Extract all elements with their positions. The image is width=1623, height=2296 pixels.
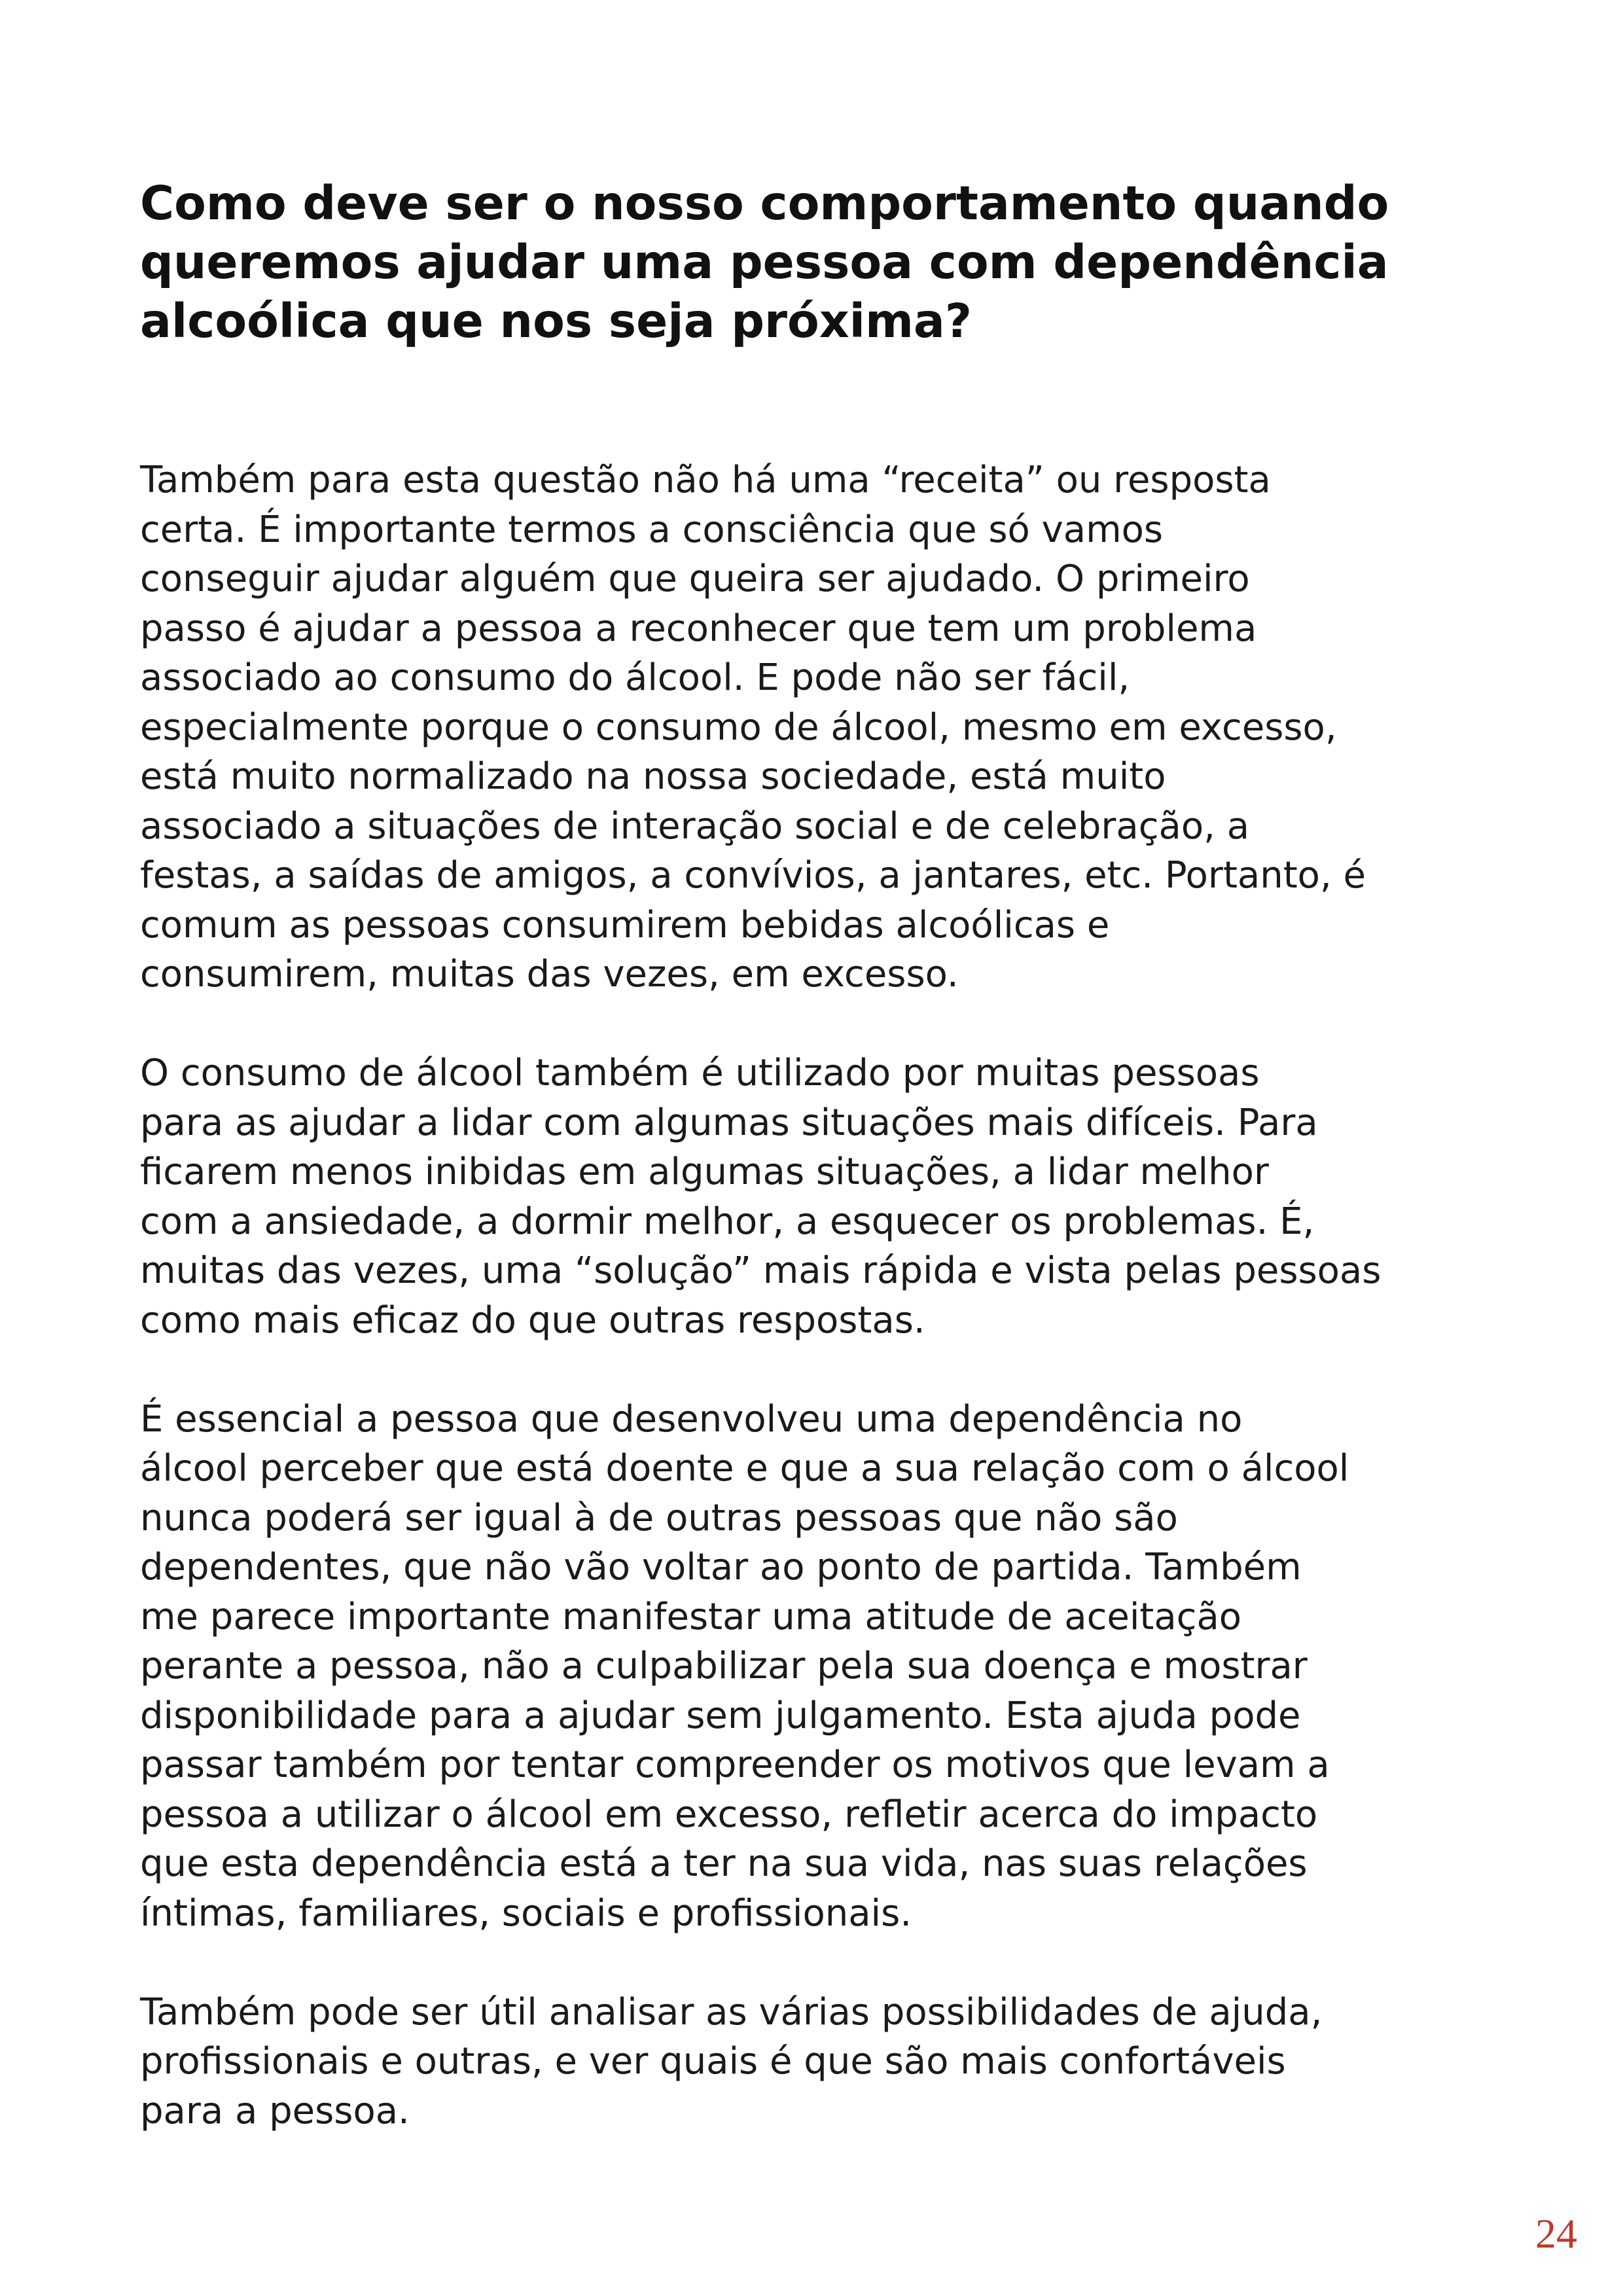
body-text: [140, 456, 1527, 2185]
section-heading: Como deve ser o nosso comportamento quando queremos ajudar uma pessoa com dependência alcoólica que nos seja próxima?: [140, 176, 1389, 348]
page-number: 24: [1535, 2210, 1577, 2257]
paragraph-2: O consumo de álcool também é utilizado por muitas pessoas para as ajudar a lidar com algumas situações mais difíceis. Para ficarem menos inibidas em algumas situações, a lidar melhor com a ansiedade, a dormir melhor, a esquecer os problemas. É, muitas das vezes, uma “solução” mais rápida e vista pelas pessoas como mais eficaz do que outras respostas.: [140, 1052, 1382, 1342]
paragraph-4: Também pode ser útil analisar as várias possibilidades de ajuda, profissionais e outras, e ver quais é que são mais confortáveis para a pessoa.: [140, 1990, 1323, 2132]
paragraph-3: É essencial a pessoa que desenvolveu uma dependência no álcool perceber que está doente e que a sua relação com o álcool nunca poderá ser igual à de outras pessoas que não são dependentes, que não vão voltar ao ponto de partida. Também me parece importante manifestar uma atitude de aceitação perante a pessoa, não a culpabilizar pela sua doença e mostrar disponibilidade para a ajudar sem julgamento. Esta ajuda pode passar também por tentar compreender os motivos que levam a pessoa a utilizar o álcool em excesso, refletir acerca do impacto que esta dependência está a ter na sua vida, nas suas relações íntimas, familiares, sociais e profissionais.: [140, 1397, 1349, 1935]
paragraph-1: Também para esta questão não há uma “receita” ou resposta certa. É importante termos a consciência que só vamos conseguir ajudar alguém que queira ser ajudado. O primeiro passo é ajudar a pessoa a reconhecer que tem um problema associado ao consumo do álcool. E pode não ser fácil, especialmente porque o consumo de álcool, mesmo em excesso, está muito normalizado na nossa sociedade, está muito associado a situações de interação social e de celebração, a festas, a saídas de amigos, a convívios, a jantares, etc. Portanto, é comum as pessoas consumirem bebidas alcoólicas e consumirem, muitas das vezes, em excesso.: [140, 459, 1366, 996]
